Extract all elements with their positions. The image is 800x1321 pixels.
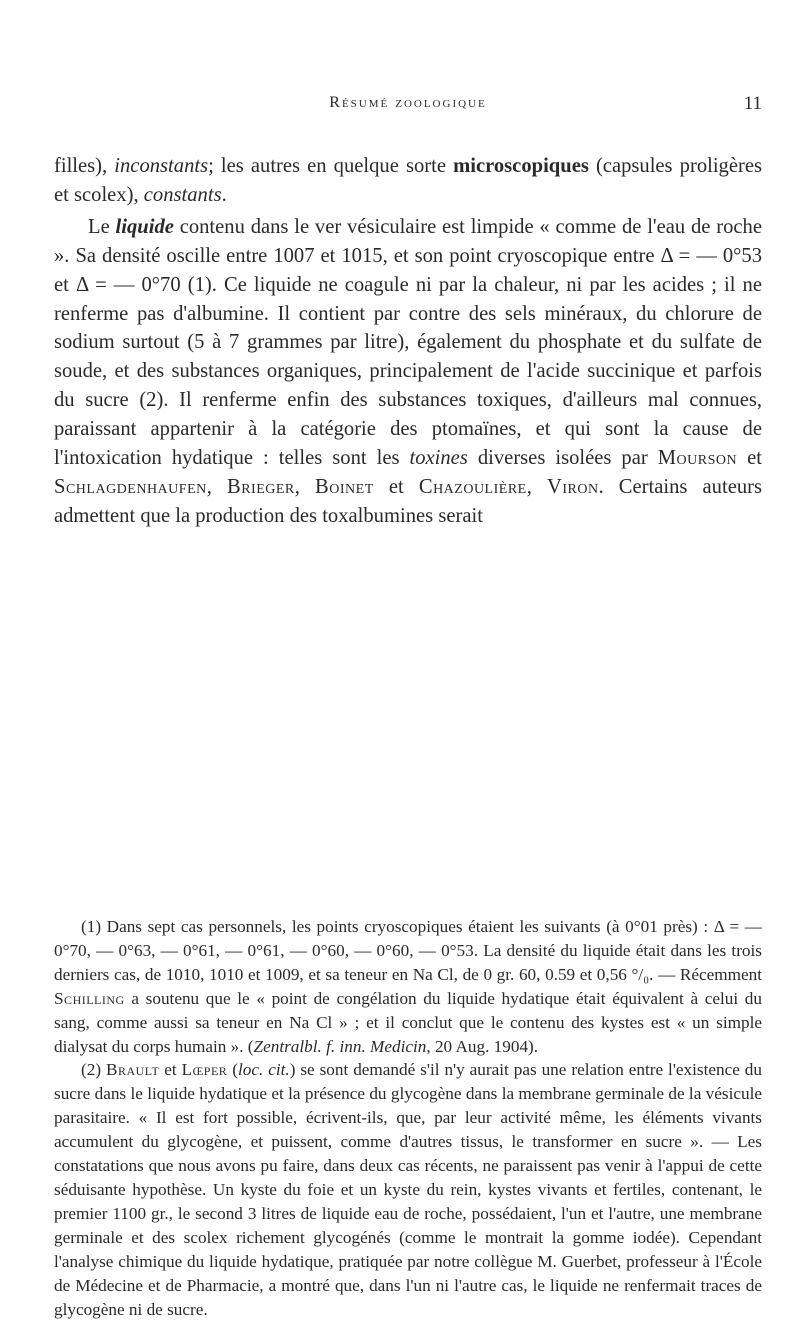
bold-italic-term: liquide (115, 215, 174, 238)
author-name: Chazoulière (418, 475, 527, 498)
text-run: et (159, 1060, 182, 1080)
body-text (54, 152, 762, 531)
author-name: Schlagdenhaufen (54, 475, 207, 498)
bold-term: microscopiques (453, 155, 589, 177)
text-run: ; les autres en quelque sorte (208, 155, 454, 177)
text-run: ( (227, 1060, 238, 1080)
text-run: , (206, 475, 227, 498)
text-run: . Certains auteurs admettent que la production des toxalbumines serait (54, 475, 763, 527)
author-name: Viron (546, 475, 599, 498)
italic-term: toxines (409, 447, 468, 470)
paragraph-2 (54, 213, 762, 531)
footnotes (54, 915, 762, 1321)
footnote-1 (54, 915, 762, 1058)
text-run: et (373, 475, 419, 498)
text-run: , (526, 475, 547, 498)
text-run: , 20 Aug. 1904). (426, 1036, 539, 1056)
italic-term: constants (143, 183, 222, 206)
text-run: (capsules proligères et scolex), (54, 155, 763, 206)
text-run: (1) Dans sept cas personnels, les points cryoscopiques étaient les suivants (à 0°01 près) : Δ = — 0°70, — 0°63, — 0°61, — 0°61, — 0°60, — 0°60, — 0°53. La densité du liquide était dans les trois derniers cas, de 1010, 1010 et 1009, et sa teneur en Na Cl, de 0 gr. 60, 0.59 et 0,56 °/₀. — Récemment (54, 917, 762, 984)
text-run: diverses isolées par (467, 447, 658, 470)
author-name: Boinet (315, 475, 374, 498)
book-page (54, 0, 763, 1319)
text-run: ) se sont demandé s'il n'y aurait pas une relation entre l'existence du sucre dans le liquide hydatique et la présence du glycogène dans la membrane germinale de la vésicule parasitaire. « Il est fort possible, écrivent-ils, que, par leur activité même, les éléments vivants accumulent du glycogène, et puissent, comme d'autres tissus, le transformer en sucre ». — Les constatations que nous avons pu faire, dans deux cas récents, ne paraissent pas venir à l'appui de cette séduisante hypothèse. Un kyste du foie et un kyste du rein, kystes vivants et fertiles, contenant, le premier 1100 gr., le second 3 litres de liquide eau de roche, possédaient, l'un et l'autre, une membrane germinale et des scolex richement glycogénés (comme le montrait la gomme iodée). Cependant l'analyse chimique du liquide hydatique, pratiquée par notre collègue M. Guerbet, professeur à l'École de Médecine et de Pharmacie, a montré que, dans l'un ni l'autre cas, le liquide ne renfermait traces de glycogène ni de sucre. (54, 1060, 762, 1319)
page-number: 11 (743, 93, 762, 114)
author-name: Mourson (657, 447, 738, 470)
text-run: Le (88, 215, 116, 238)
text-run: a soutenu que le « point de congélation du liquide hydatique était équivalent à celui du sang, comme aussi sa teneur en Na Cl » ; et il conclut que le contenu des kystes est « un simple dialysat du corps humain ». ( (54, 988, 762, 1056)
journal-title: Zentralbl. f. inn. Medicin (253, 1036, 427, 1056)
text-run: , (294, 475, 316, 498)
running-head (54, 94, 762, 116)
citation-abbrev: loc. cit. (237, 1060, 290, 1080)
italic-term: inconstants (114, 155, 209, 177)
author-name: Brault (105, 1060, 160, 1080)
text-run: filles), (54, 155, 115, 177)
author-name: Schilling (54, 988, 125, 1008)
text-run: (2) (81, 1060, 106, 1080)
text-run: . (221, 183, 227, 206)
author-name: Lœper (181, 1060, 228, 1080)
footnote-2 (54, 1058, 762, 1321)
paragraph-1 (54, 152, 762, 210)
text-run: et (737, 447, 763, 470)
text-run: contenu dans le ver vésiculaire est limpide « comme de l'eau de roche ». Sa densité oscille entre 1007 et 1015, et son point cryoscopique entre Δ = — 0°53 et Δ = — 0°70 (1). Ce liquide ne coagule ni par la chaleur, ni par les acides ; il ne renferme pas d'albumine. Il contient par contre des sels minéraux, du chlorure de sodium surtout (5 à 7 grammes par litre), également du phosphate et du sulfate de soude, et des substances organiques, principalement de l'acide succinique et parfois du sucre (2). Il renferme enfin des substances toxiques, d'ailleurs mal connues, paraissant appartenir à la catégorie des ptomaïnes, et qui sont la cause de l'intoxication hydatique : telles sont les (54, 215, 762, 470)
running-title: Résumé zoologique (329, 94, 487, 111)
author-name: Brieger (226, 475, 295, 498)
